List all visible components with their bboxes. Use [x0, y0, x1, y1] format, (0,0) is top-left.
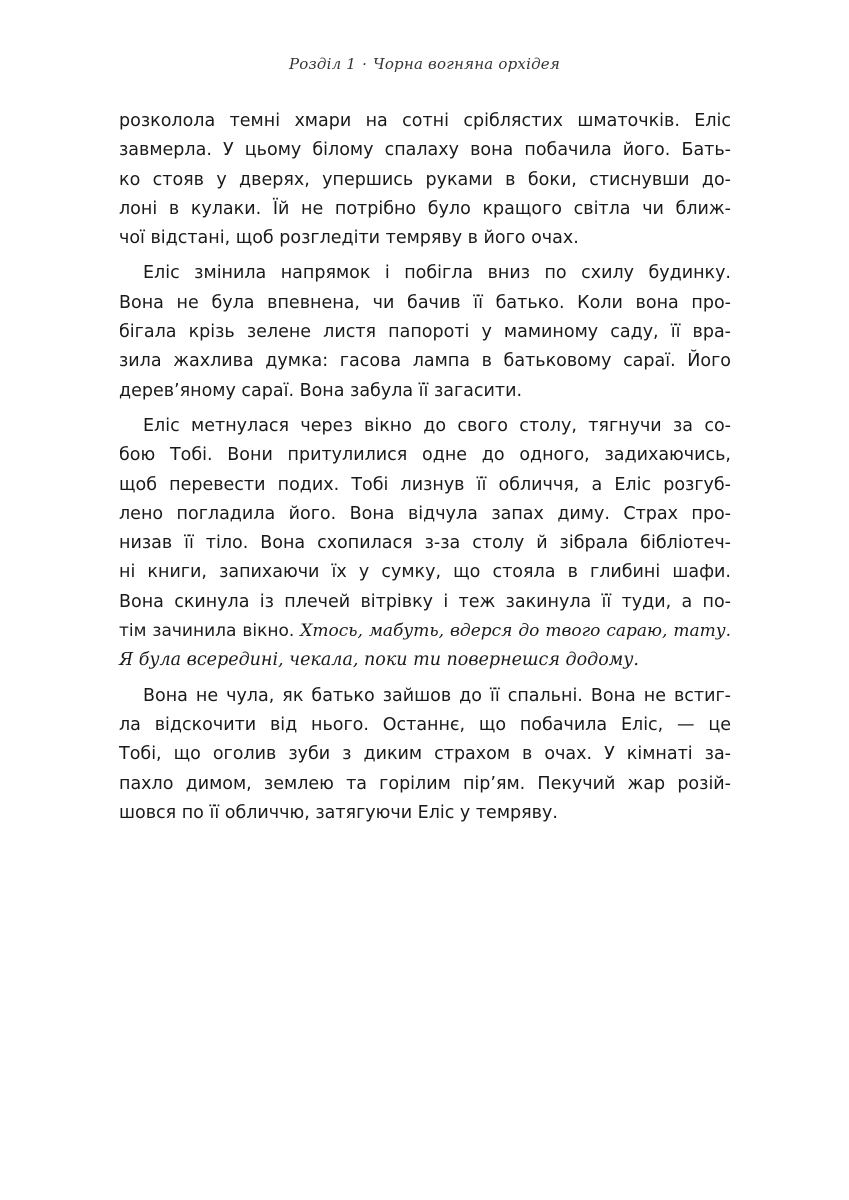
text-line: щоб перевести подих. Тобі лизнув її обличчя, а Еліс розгуб- [119, 474, 731, 495]
text-line: зила жахлива думка: гасова лампа в батьковому сараї. Його [119, 351, 731, 372]
text-line: шовся по її обличчю, затягуючи Еліс у темряву. [119, 802, 558, 823]
chapter-title: Чорна вогняна орхідея [373, 55, 560, 73]
text-line [119, 617, 731, 646]
text-line: чої відстані, щоб розгледіти темряву в його очах. [119, 228, 579, 249]
italic-thought-line: Я була всередині, чекала, поки ти повернешся додому. [119, 650, 639, 671]
text-line: Вона скинула із плечей вітрівку і теж закинула її туди, а по- [119, 591, 731, 612]
text-line: ла відскочити від нього. Останнє, що побачила Еліс, — це [119, 714, 731, 735]
text-line: завмерла. У цьому білому спалаху вона побачила його. Бать- [119, 140, 731, 161]
paragraph-1 [119, 107, 731, 253]
text-line: Вона не чула, як батько зайшов до її спальні. Вона не встиг- [143, 685, 731, 706]
text-line: пахло димом, землею та горілим пір’ям. Пекучий жар розій- [119, 773, 731, 794]
paragraph-4 [119, 682, 731, 828]
text-line: Еліс змінила напрямок і побігла вниз по схилу будинку. [143, 263, 731, 284]
paragraph-2 [119, 259, 731, 405]
italic-thought: Хтось, мабуть, вдерся до твого сараю, тату. [300, 621, 731, 642]
text-line: Вона не була впевнена, чи бачив її батько. Коли вона про- [119, 292, 731, 313]
text-line: лено погладила його. Вона відчула запах диму. Страх про- [119, 503, 731, 524]
body-text [119, 107, 731, 834]
text-line: бою Тобі. Вони притулилися одне до одного, задихаючись, [119, 445, 731, 466]
text-line: Еліс метнулася через вікно до свого столу, тягнучи за со- [143, 415, 731, 436]
text-line: лоні в кулаки. Їй не потрібно було кращого світла чи ближ- [119, 198, 731, 219]
running-header [0, 55, 849, 73]
header-separator: · [362, 55, 368, 73]
paragraph-3 [119, 412, 731, 676]
text-line: бігала крізь зелене листя папороті у маминому саду, її вра- [119, 322, 731, 343]
text-line: ко стояв у дверях, упершись руками в боки, стиснувши до- [119, 169, 731, 190]
text-segment: тім зачинила вікно. [119, 621, 301, 642]
text-line: Тобі, що оголив зуби з диким страхом в очах. У кімнаті за- [119, 744, 731, 765]
text-line: дерев’яному сараї. Вона забула її загасити. [119, 380, 523, 401]
text-line: низав її тіло. Вона схопилася з-за столу й зібрала бібліотеч- [119, 533, 731, 554]
text-line: ні книги, запихаючи їх у сумку, що стояла в глибині шафи. [119, 562, 731, 583]
chapter-number: Розділ 1 [288, 55, 357, 73]
text-line: розколола темні хмари на сотні сріблястих шматочків. Еліс [119, 111, 731, 131]
